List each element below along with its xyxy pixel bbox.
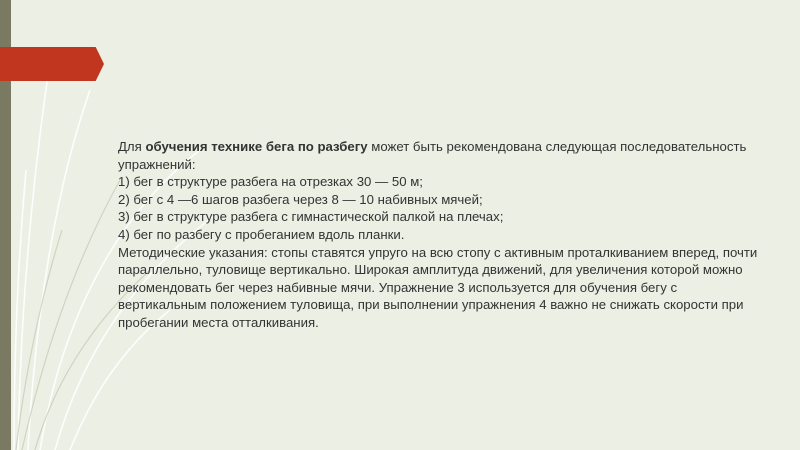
title-accent-banner: [0, 47, 104, 81]
intro-paragraph: [118, 138, 758, 173]
list-item: 4) бег по разбегу с пробеганием вдоль планки.: [118, 226, 405, 242]
intro-suffix: может быть рекомендована следующая последовательность упражнений:: [118, 139, 747, 172]
list-item: 3) бег в структуре разбега с гимнастической палкой на плечах;: [118, 209, 504, 225]
list-item: 2) бег с 4 —6 шагов разбега через 8 — 10 набивных мячей;: [118, 191, 483, 207]
slide-text: [118, 138, 758, 332]
intro-prefix: Для: [118, 139, 146, 154]
list-item: 1) бег в структуре разбега на отрезках 30 — 50 м;: [118, 174, 423, 190]
methodical-notes: Методические указания: стопы ставятся упруго на всю стопу с активным проталкиванием вперед, почти параллельно, туловище вертикально. Широкая амплитуда движений, для увеличения которой можно рекомендовать бег через набивные мячи. Упражнение 3 используется для обучения бегу с вертикальным положением туловища, при выполнении упражнения 4 важно не снижать скорости при пробегании места отталкивания.: [118, 244, 758, 330]
intro-bold: обучения технике бега по разбегу: [145, 139, 368, 154]
